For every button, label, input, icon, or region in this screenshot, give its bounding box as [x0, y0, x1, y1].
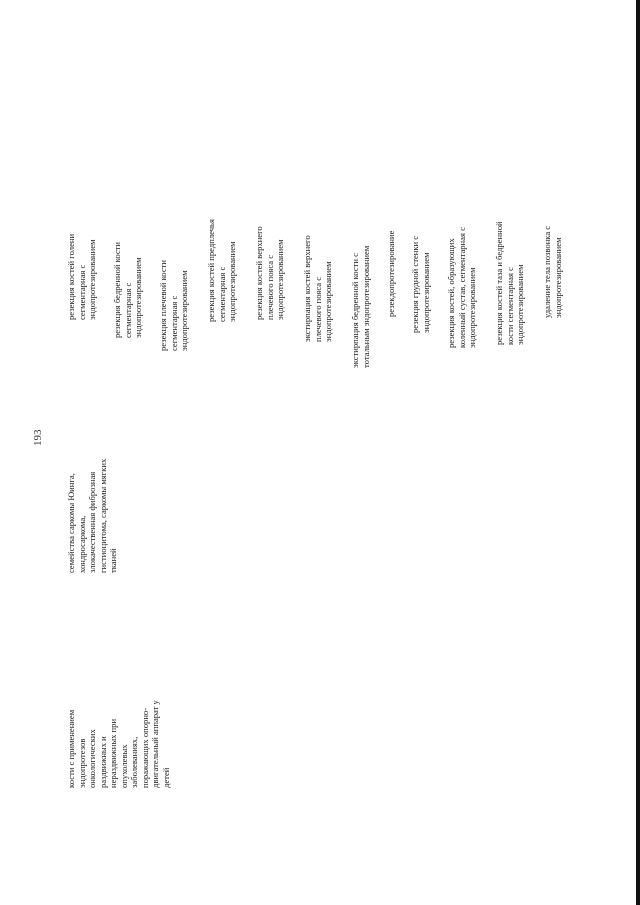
page-edge: [636, 0, 640, 905]
condition-line: детей: [160, 767, 171, 788]
condition-line: кости с применением: [66, 709, 76, 788]
procedure-line: эндопротезированием: [179, 270, 189, 351]
procedure-group-7: [350, 246, 371, 368]
procedure-group-12: [542, 226, 563, 318]
procedure-line: сегментарная с: [76, 264, 87, 320]
condition-line: двигательный аппарат у: [150, 700, 160, 788]
condition-line: заболеваниях,: [129, 736, 139, 788]
condition-line: опухолевых: [118, 744, 129, 788]
procedure-line: удаление тела позвонка с: [542, 225, 552, 318]
procedure-line: резекция костей верхнего: [254, 226, 264, 320]
procedure-line: резекция костей голени: [66, 233, 76, 320]
procedure-group-2: [112, 242, 144, 338]
procedure-line: эндопротезированием: [515, 264, 525, 345]
procedure-line: резекция грудной стенки с: [410, 235, 420, 333]
procedure-line: резекция костей предплечья: [206, 219, 216, 322]
procedure-line: эндопротезированием: [552, 237, 563, 318]
procedure-line: резекция костей, образующих: [446, 238, 456, 348]
condition-line: онкологических: [87, 729, 97, 788]
procedure-line: сегментарная с: [168, 295, 179, 351]
procedure-line: кости сегментарная с: [504, 267, 515, 345]
diagnosis-line: хондросаркома,: [76, 515, 87, 573]
procedure-line: эндопротезированием: [467, 267, 477, 348]
procedure-group-1: [66, 234, 98, 320]
procedure-line: плечевого пояса с: [312, 276, 323, 342]
procedure-group-5: [254, 226, 286, 320]
procedure-line: резекдопротезирование: [386, 230, 396, 317]
procedure-group-10: [446, 227, 478, 348]
procedure-line: резекция бедренной кости: [112, 241, 122, 338]
procedure-line: эндопротезированием: [227, 241, 237, 322]
condition-column: [66, 700, 171, 788]
procedure-line: эндопротезированием: [87, 239, 97, 320]
procedure-group-3: [158, 260, 190, 351]
page-number: 193: [32, 429, 44, 446]
procedure-group-8: [386, 231, 397, 317]
procedure-line: эндопротезированием: [133, 257, 143, 338]
condition-line: раздвижных и: [97, 736, 108, 788]
diagnosis-line: гистиоцитома, саркомы мягких: [97, 458, 108, 573]
procedure-line: коленный сустав, сегментарная с: [456, 227, 467, 348]
procedure-group-11: [494, 221, 526, 345]
procedure-line: тотальным эндопротезированием: [360, 245, 371, 368]
procedure-line: сегментарная с: [122, 282, 133, 338]
diagnosis-line: злокачественная фиброзная: [87, 471, 97, 573]
procedure-group-6: [302, 235, 334, 342]
procedure-group-4: [206, 219, 238, 322]
procedure-group-9: [410, 236, 431, 333]
procedure-line: резекция костей таза и бедренной: [494, 221, 504, 345]
procedure-line: сегментарная с: [216, 266, 227, 322]
diagnosis-column: [66, 459, 119, 573]
condition-line: нераздвижных при: [108, 718, 118, 788]
procedure-line: эндопротезированием: [420, 252, 431, 333]
procedure-line: экстирпация бедренной кости с: [350, 253, 360, 368]
condition-line: эндопротезов: [76, 738, 87, 788]
diagnosis-line: тканей: [108, 548, 118, 573]
procedure-line: эндопротезированием: [275, 239, 285, 320]
condition-line: поражающих опорно-: [139, 707, 150, 788]
procedure-line: резекция плечевой кости: [158, 260, 168, 351]
diagnosis-line: семейства саркомы Юинга,: [66, 473, 76, 573]
procedure-line: эндопротезированием: [323, 261, 333, 342]
procedure-line: экстирпация костей верхнего: [302, 235, 312, 342]
procedure-line: плечевого пояса с: [264, 254, 275, 320]
